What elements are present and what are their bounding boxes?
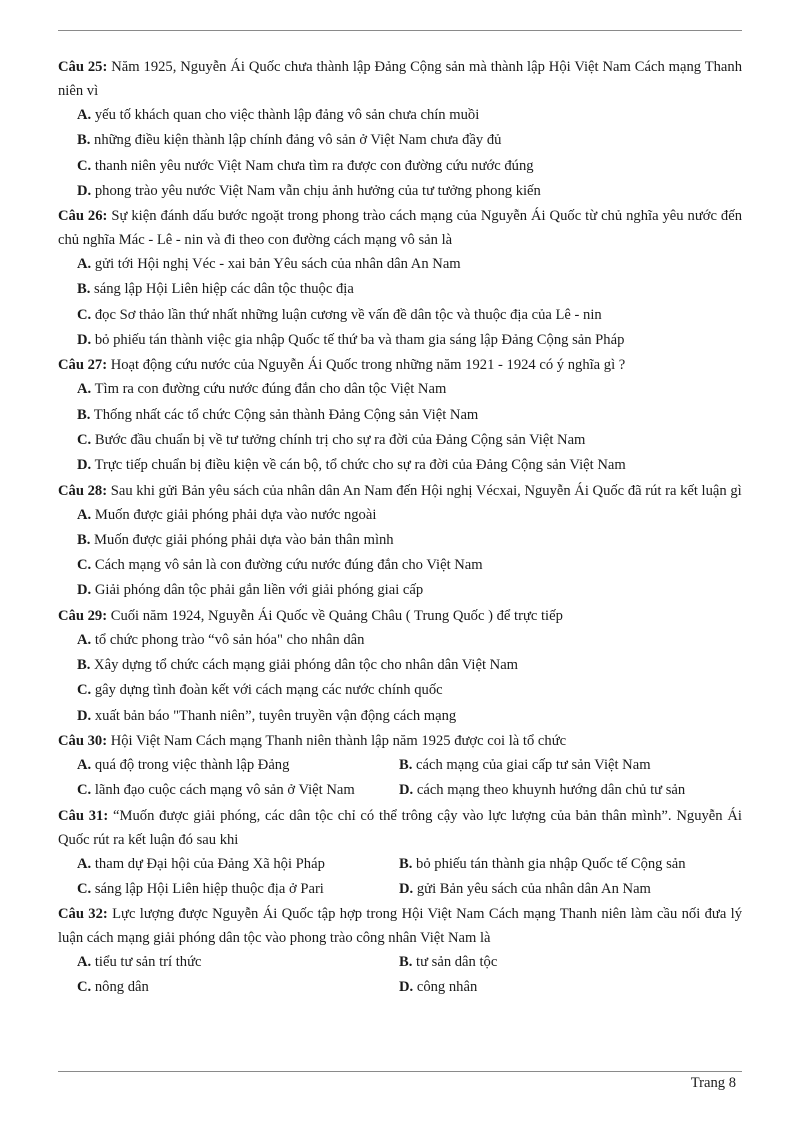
option-a: [58, 503, 742, 528]
option-letter: D.: [77, 457, 92, 474]
option-b: [58, 403, 742, 428]
question-number: Câu 28:: [58, 482, 108, 499]
option-letter: A.: [77, 381, 92, 398]
option-b: [58, 653, 742, 678]
option-letter: A.: [77, 107, 92, 123]
option-b: [399, 950, 721, 975]
option-letter: C.: [77, 979, 92, 996]
option-text: xuất bản báo "Thanh niên”, tuyên truyền vận động cách mạng: [94, 707, 457, 724]
option-letter: B.: [77, 132, 91, 149]
option-a: [58, 628, 742, 653]
option-d: [58, 578, 742, 603]
question-28: [58, 479, 742, 604]
question-number: Câu 29:: [58, 607, 108, 624]
question-number: Câu 32:: [58, 906, 108, 923]
option-d: [399, 778, 721, 803]
option-letter: C.: [77, 306, 92, 323]
question-stem: [58, 729, 742, 753]
option-c: [58, 303, 742, 328]
question-stem: [58, 804, 742, 852]
option-row: [58, 877, 742, 902]
option-text: tham dự Đại hội của Đảng Xã hội Pháp: [94, 855, 325, 872]
option-letter: B.: [399, 756, 413, 773]
option-d: [399, 975, 721, 1000]
option-b: [58, 277, 742, 302]
question-32: [58, 902, 742, 1001]
question-text: Năm 1925, Nguyễn Ái Quốc chưa thành lập Đảng Cộng sản mà thành lập Hội Việt Nam Cách mạng Thanh niên vì: [58, 59, 742, 99]
question-text: Cuối năm 1924, Nguyễn Ái Quốc về Quảng Châu ( Trung Quốc ) để trực tiếp: [110, 607, 563, 624]
option-text: Xây dựng tổ chức cách mạng giải phóng dân tộc cho nhân dân Việt Nam: [94, 657, 519, 674]
option-b: [58, 528, 742, 553]
option-text: tiểu tư sản trí thức: [94, 954, 202, 971]
question-stem: [58, 55, 742, 103]
option-d: [58, 328, 742, 353]
option-text: bỏ phiếu tán thành gia nhập Quốc tế Cộng sản: [416, 855, 686, 872]
option-letter: D.: [77, 582, 92, 599]
question-number: Câu 25:: [58, 59, 108, 75]
option-letter: C.: [77, 682, 92, 699]
option-text: Tìm ra con đường cứu nước đúng đắn cho dân tộc Việt Nam: [94, 381, 447, 398]
option-letter: D.: [77, 182, 92, 199]
option-text: đọc Sơ thảo lần thứ nhất những luận cương về vấn đề dân tộc và thuộc địa của Lê - nin: [94, 306, 602, 323]
option-text: gửi Bản yêu sách của nhân dân An Nam: [416, 880, 651, 897]
option-text: Giải phóng dân tộc phải gắn liền với giải phóng giai cấp: [94, 582, 424, 599]
question-25: [58, 55, 742, 204]
option-letter: C.: [77, 557, 92, 574]
option-text: Bước đầu chuẩn bị về tư tưởng chính trị cho sự ra đời của Đảng Cộng sản Việt Nam: [94, 431, 586, 448]
option-letter: B.: [77, 657, 91, 674]
option-letter: D.: [399, 782, 414, 799]
question-27: [58, 353, 742, 478]
option-letter: D.: [77, 332, 92, 349]
question-text: Hoạt động cứu nước của Nguyễn Ái Quốc trong những năm 1921 - 1924 có ý nghĩa gì ?: [110, 357, 626, 374]
question-text: Hội Việt Nam Cách mạng Thanh niên thành lập năm 1925 được coi là tổ chức: [110, 732, 567, 749]
option-letter: C.: [77, 157, 92, 174]
option-c: [58, 678, 742, 703]
option-text: Muốn được giải phóng phải dựa vào nước ngoài: [94, 506, 377, 523]
option-c: [77, 975, 399, 1000]
option-a: [58, 377, 742, 402]
option-letter: A.: [77, 256, 92, 273]
option-letter: B.: [77, 531, 91, 548]
option-text: sáng lập Hội Liên hiệp các dân tộc thuộc địa: [94, 281, 354, 298]
option-letter: A.: [77, 855, 92, 872]
option-text: công nhân: [416, 979, 478, 996]
option-c: [77, 877, 399, 902]
option-b: [399, 852, 721, 877]
option-row: [58, 975, 742, 1000]
question-stem: [58, 353, 742, 377]
option-text: quá độ trong việc thành lập Đảng: [94, 756, 290, 773]
option-text: tổ chức phong trào “vô sản hóa" cho nhân dân: [94, 631, 365, 648]
option-letter: A.: [77, 954, 92, 971]
option-text: những điều kiện thành lập chính đảng vô sản ở Việt Nam chưa đầy đủ: [94, 132, 502, 149]
option-row: [58, 950, 742, 975]
option-letter: C.: [77, 880, 92, 897]
option-letter: B.: [77, 281, 91, 298]
option-letter: A.: [77, 756, 92, 773]
footer-rule: [58, 1071, 742, 1072]
option-d: [58, 704, 742, 729]
option-text: gửi tới Hội nghị Véc - xai bản Yêu sách của nhân dân An Nam: [94, 256, 461, 273]
question-number: Câu 26:: [58, 208, 108, 225]
option-c: [77, 778, 399, 803]
option-letter: C.: [77, 782, 92, 799]
option-text: Muốn được giải phóng phải dựa vào bản thân mình: [94, 531, 394, 548]
option-text: sáng lập Hội Liên hiệp thuộc địa ở Pari: [94, 880, 324, 897]
question-number: Câu 27:: [58, 357, 108, 374]
question-text: Sau khi gửi Bản yêu sách của nhân dân An Nam đến Hội nghị Vécxai, Nguyễn Ái Quốc đã rút ra kết luận gì: [110, 482, 742, 499]
option-letter: D.: [77, 707, 92, 724]
question-26: [58, 204, 742, 353]
option-b: [399, 753, 721, 778]
question-29: [58, 604, 742, 729]
question-31: [58, 804, 742, 903]
option-letter: C.: [77, 431, 92, 448]
option-text: Trực tiếp chuẩn bị điều kiện về cán bộ, tổ chức cho sự ra đời của Đảng Cộng sản Việt Nam: [94, 457, 626, 474]
option-text: bỏ phiếu tán thành việc gia nhập Quốc tế thứ ba và tham gia sáng lập Đảng Cộng sản Pháp: [94, 332, 625, 349]
option-letter: B.: [399, 954, 413, 971]
option-text: cách mạng của giai cấp tư sản Việt Nam: [416, 756, 651, 773]
option-letter: B.: [399, 855, 413, 872]
question-stem: [58, 204, 742, 252]
option-c: [58, 154, 742, 179]
option-a: [77, 753, 399, 778]
option-text: gây dựng tình đoàn kết với cách mạng các nước chính quốc: [94, 682, 443, 699]
page-number: Trang 8: [690, 1075, 736, 1091]
option-row: [58, 778, 742, 803]
question-text: Sự kiện đánh dấu bước ngoặt trong phong trào cách mạng của Nguyễn Ái Quốc từ chủ nghĩa yêu nước đến chủ nghĩa Mác - Lê - nin và đi theo con đường cách mạng vô sản là: [58, 208, 742, 249]
option-letter: A.: [77, 631, 92, 648]
option-row: [58, 753, 742, 778]
question-text: Lực lượng được Nguyễn Ái Quốc tập hợp trong Hội Việt Nam Cách mạng Thanh niên làm cầu nối đưa lý luận cách mạng giải phóng dân tộc vào phong trào công nhân Việt Nam là: [58, 906, 743, 947]
question-stem: [58, 479, 742, 503]
option-text: cách mạng theo khuynh hướng dân chủ tư sản: [416, 782, 686, 799]
option-text: nông dân: [94, 979, 149, 996]
option-a: [58, 103, 742, 128]
option-text: lãnh đạo cuộc cách mạng vô sản ở Việt Nam: [94, 782, 355, 799]
option-row: [58, 852, 742, 877]
option-a: [77, 950, 399, 975]
option-c: [58, 428, 742, 453]
question-30: [58, 729, 742, 804]
option-b: [58, 128, 742, 153]
question-text: “Muốn được giải phóng, các dân tộc chỉ có thể trông cậy vào lực lượng của bản thân mình”. Nguyễn Ái Quốc rút ra kết luận đó sau khi: [58, 807, 742, 848]
question-stem: [58, 902, 742, 950]
option-text: Cách mạng vô sản là con đường cứu nước đúng đắn cho Việt Nam: [94, 557, 483, 574]
option-text: thanh niên yêu nước Việt Nam chưa tìm ra được con đường cứu nước đúng: [94, 157, 534, 174]
option-text: yếu tố khách quan cho việc thành lập đảng vô sản chưa chín muồi: [94, 107, 480, 123]
question-number: Câu 30:: [58, 732, 108, 749]
option-d: [58, 179, 742, 204]
question-number: Câu 31:: [58, 807, 109, 824]
option-letter: D.: [399, 979, 414, 996]
option-letter: A.: [77, 506, 92, 523]
header-rule: [58, 30, 742, 31]
option-c: [58, 553, 742, 578]
option-a: [58, 252, 742, 277]
option-text: tư sản dân tộc: [416, 954, 498, 971]
option-d: [58, 453, 742, 478]
question-stem: [58, 604, 742, 628]
option-letter: B.: [77, 406, 91, 423]
option-text: Thống nhất các tổ chức Cộng sản thành Đảng Cộng sản Việt Nam: [93, 406, 479, 423]
question-list: [58, 55, 742, 1001]
option-text: phong trào yêu nước Việt Nam vẫn chịu ảnh hưởng của tư tưởng phong kiến: [94, 182, 541, 199]
option-a: [77, 852, 399, 877]
option-d: [399, 877, 721, 902]
option-letter: D.: [399, 880, 414, 897]
